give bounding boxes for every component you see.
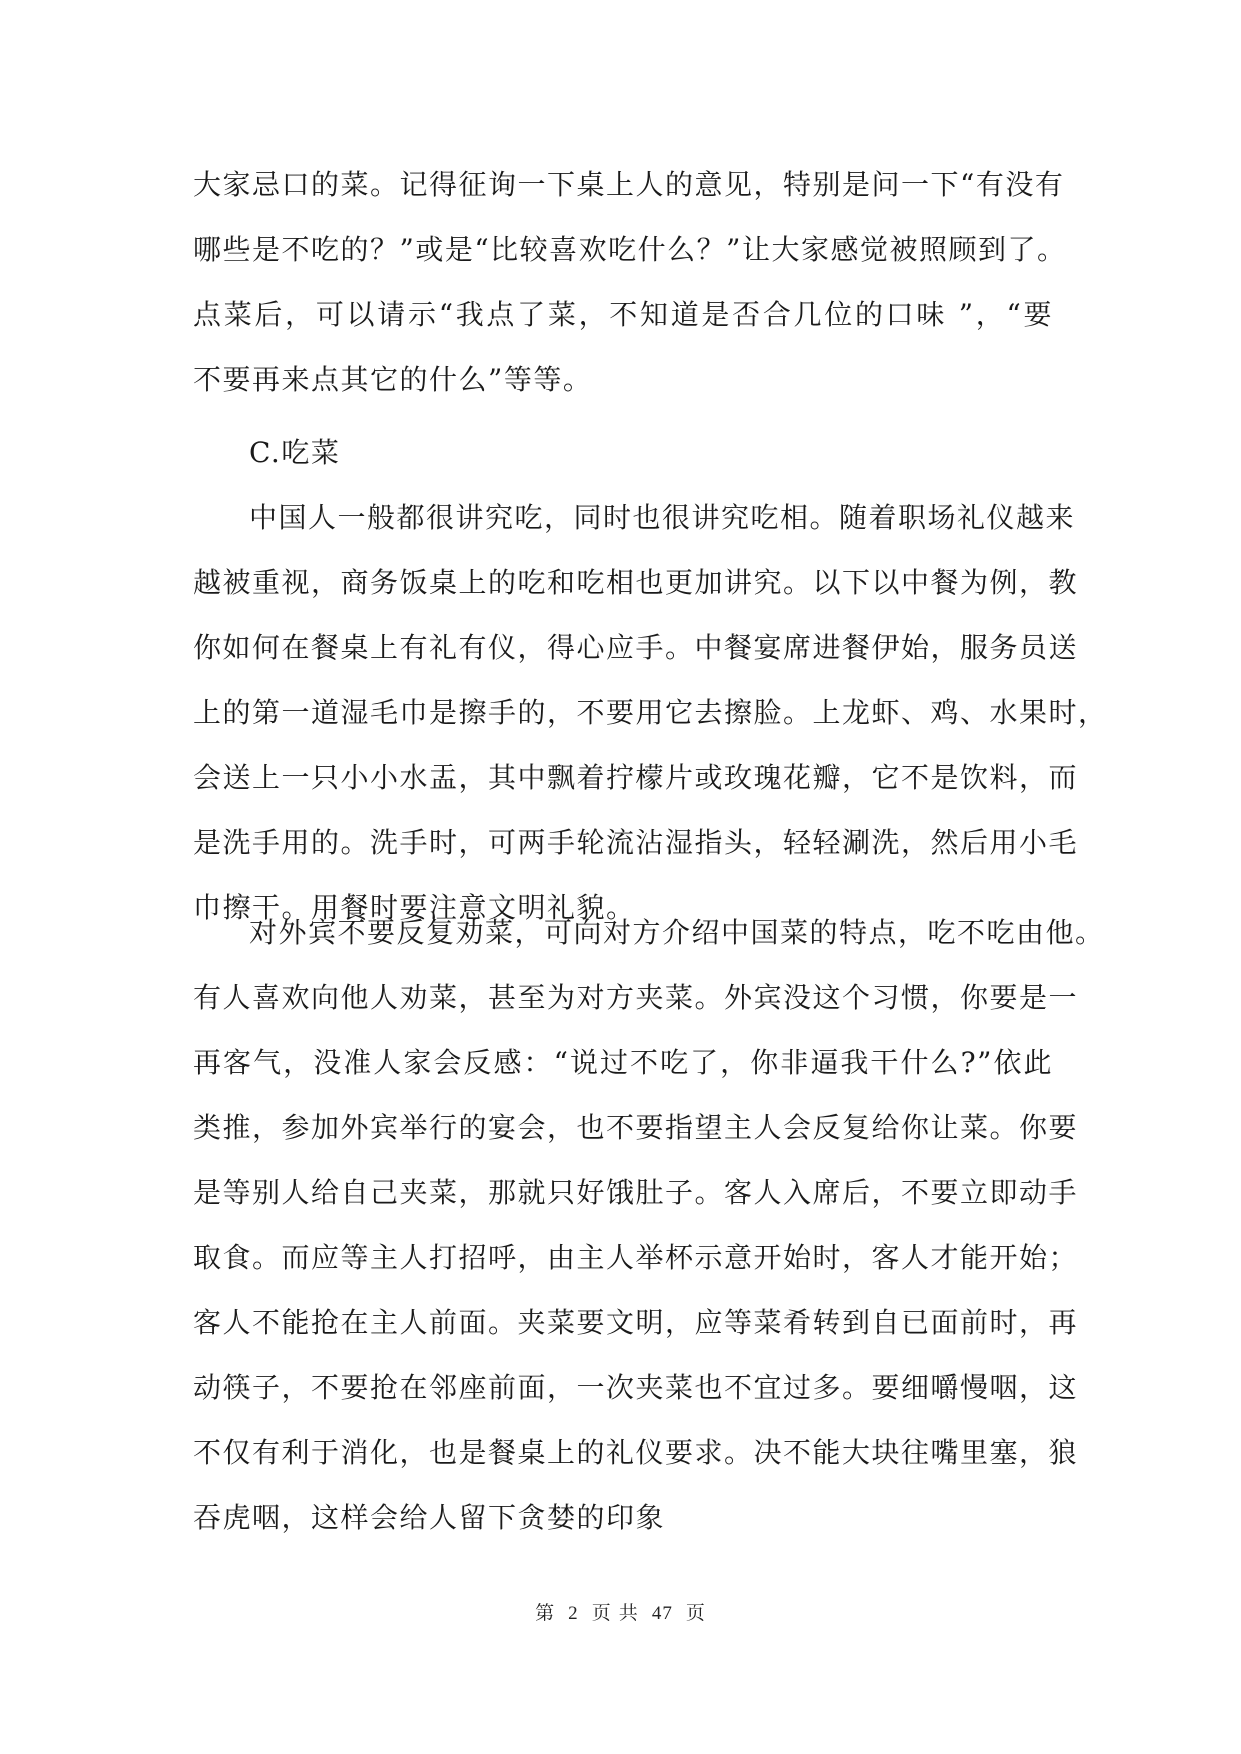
paragraph-1	[193, 152, 1067, 412]
paragraph-3	[193, 900, 1105, 1550]
current-page-number: 2	[568, 1603, 579, 1624]
paragraph-line: 吞虎咽，这样会给人留下贪婪的印象	[193, 1501, 666, 1534]
paragraph-line: 是洗手用的。洗手时，可两手轮流沾湿指头，轻轻涮洗，然后用小毛	[193, 826, 1079, 859]
section-heading	[193, 420, 1053, 485]
total-page-count: 47	[651, 1603, 673, 1624]
paragraph-line: 不仅有利于消化，也是餐桌上的礼仪要求。决不能大块往嘴里塞，狼	[193, 1436, 1079, 1469]
paragraph-line: 上的第一道湿毛巾是擦手的，不要用它去擦脸。上龙虾、鸡、水果时，	[193, 696, 1108, 729]
paragraph-line: 越被重视，商务饭桌上的吃和吃相也更加讲究。以下以中餐为例，教	[193, 566, 1079, 599]
paragraph-line: 会送上一只小小水盂，其中飘着拧檬片或玫瑰花瓣，它不是饮料，而	[193, 761, 1079, 794]
footer-prefix: 第	[535, 1602, 556, 1624]
paragraph-line: 取食。而应等主人打招呼，由主人举杯示意开始时，客人才能开始；	[193, 1241, 1079, 1274]
paragraph-line: 中国人一般都很讲究吃，同时也很讲究吃相。随着职场礼仪越来	[249, 501, 1076, 534]
paragraph-2	[193, 485, 1108, 940]
footer-suffix: 页	[685, 1602, 706, 1624]
paragraph-line: 大家忌口的菜。记得征询一下桌上人的意见，特别是问一下“有没有	[193, 168, 1065, 201]
page-footer	[0, 1600, 1241, 1627]
paragraph-line: 类推，参加外宾举行的宴会，也不要指望主人会反复给你让菜。你要	[193, 1111, 1079, 1144]
paragraph-line: 再客气，没准人家会反感：“说过不吃了，你非逼我干什么?”依此	[193, 1046, 1053, 1079]
paragraph-line: 不要再来点其它的什么”等等。	[193, 363, 593, 396]
paragraph-line: 是等别人给自己夹菜，那就只好饿肚子。客人入席后，不要立即动手	[193, 1176, 1079, 1209]
paragraph-line: 对外宾不要反复劝菜，可向对方介绍中国菜的特点，吃不吃由他。	[249, 916, 1105, 949]
paragraph-line: 你如何在餐桌上有礼有仪，得心应手。中餐宴席进餐伊始，服务员送	[193, 631, 1079, 664]
paragraph-line: 巾擦干。用餐时要注意文明礼貌。	[193, 891, 636, 924]
paragraph-line: 点菜后，可以请示“我点了菜，不知道是否合几位的口味 ”，“要	[193, 298, 1053, 331]
footer-middle: 页 共	[591, 1602, 639, 1624]
section-heading-text: C.吃菜	[249, 436, 341, 469]
paragraph-line: 客人不能抢在主人前面。夹菜要文明，应等菜肴转到自已面前时，再	[193, 1306, 1079, 1339]
paragraph-line: 哪些是不吃的？”或是“比较喜欢吃什么？”让大家感觉被照顾到了。	[193, 233, 1067, 266]
paragraph-line: 动筷子，不要抢在邻座前面，一次夹菜也不宜过多。要细嚼慢咽，这	[193, 1371, 1079, 1404]
paragraph-line: 有人喜欢向他人劝菜，甚至为对方夹菜。外宾没这个习惯，你要是一	[193, 981, 1079, 1014]
